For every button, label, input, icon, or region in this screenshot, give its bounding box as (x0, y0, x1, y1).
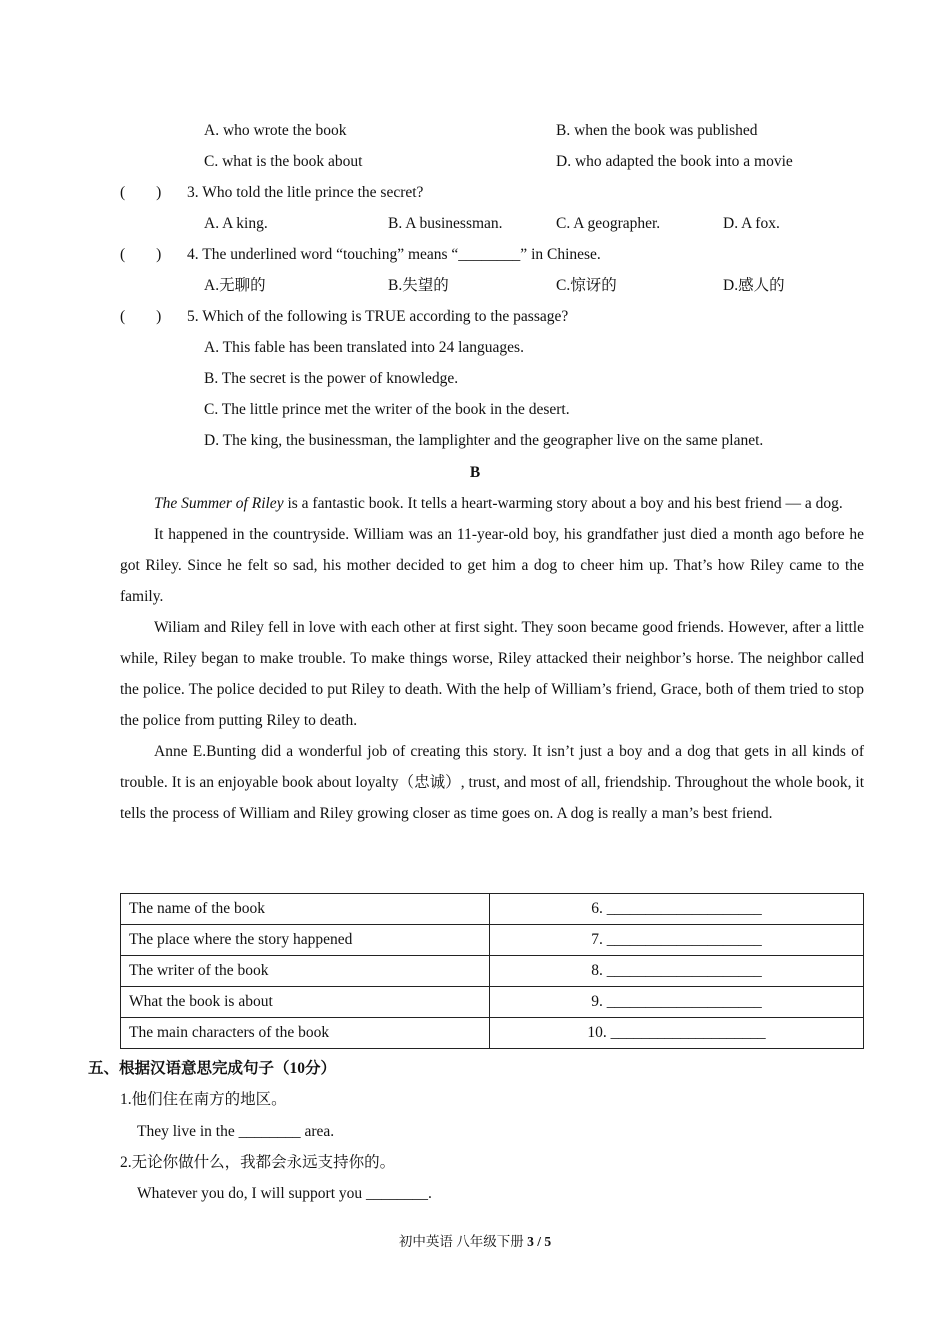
table-row (121, 956, 864, 987)
q4-option-a: A.无聊的 (204, 277, 266, 294)
q2-option-d: D. who adapted the book into a movie (556, 153, 793, 170)
table-row (121, 894, 864, 925)
passage-b-body (120, 488, 864, 829)
passage-b-paragraph-2: It happened in the countryside. William was an 11-year-old boy, his grandfather just died a month ago before he got Riley. Since he felt so sad, his mother decided to get him a dog to cheer him up. That’s how Riley came to the family. (120, 526, 864, 605)
q2-option-b: B. when the book was published (556, 122, 758, 139)
section-5-heading: 五、根据汉语意思完成句子（10分） (88, 1060, 337, 1077)
table-row (121, 1018, 864, 1049)
table-row (121, 987, 864, 1018)
q3-option-b: B. A businessman. (388, 215, 503, 232)
q4-option-d: D.感人的 (723, 277, 785, 294)
page-number: 3 / 5 (527, 1234, 552, 1249)
q3-answer-paren: ( ) (120, 184, 162, 201)
q3-option-c: C. A geographer. (556, 215, 661, 232)
passage-b-paragraph-3: Wiliam and Riley fell in love with each other at first sight. They soon became good friends. However, after a little while, Riley began to make trouble. To make things worse, Riley attacked their neighbor’s horse. The neighbor called the police. The police decided to put Riley to death. With the help of William’s friend, Grace, both of them tried to stop the police from putting Riley to death. (120, 619, 864, 729)
footer-subject: 初中英语 八年级下册 (398, 1234, 524, 1249)
paragraph-1-text: is a fantastic book. It tells a heart-warming story about a boy and his best friend — a dog. (283, 495, 843, 512)
q4-stem: 4. The underlined word “touching” means “________” in Chinese. (187, 246, 601, 263)
section-5-item-2-chinese: 2.无论你做什么，我都会永远支持你的。 (120, 1154, 396, 1171)
answer-blank-10[interactable]: 10. ____________________ (490, 1018, 864, 1049)
section-5-item-1-english: They live in the ________ area. (137, 1123, 335, 1140)
answer-blank-7[interactable]: 7. ____________________ (490, 925, 864, 956)
q5-option-a: A. This fable has been translated into 24 languages. (204, 339, 524, 356)
table-row-label: The place where the story happened (121, 925, 490, 956)
q3-option-d: D. A fox. (723, 215, 780, 232)
q4-answer-paren: ( ) (120, 246, 162, 263)
q5-option-b: B. The secret is the power of knowledge. (204, 370, 459, 387)
section-5-item-2-english: Whatever you do, I will support you ________. (137, 1185, 432, 1202)
answer-blank-9[interactable]: 9. ____________________ (490, 987, 864, 1018)
passage-b-label: B (469, 464, 481, 481)
page-footer (0, 1230, 950, 1250)
table-row-label: The writer of the book (121, 956, 490, 987)
q5-stem: 5. Which of the following is TRUE according to the passage? (187, 308, 569, 325)
table-row-label: What the book is about (121, 987, 490, 1018)
q2-option-c: C. what is the book about (204, 153, 363, 170)
answer-blank-6[interactable]: 6. ____________________ (490, 894, 864, 925)
book-info-table (120, 893, 864, 1049)
table-row-label: The main characters of the book (121, 1018, 490, 1049)
book-title: The Summer of Riley (154, 495, 284, 512)
q2-option-a: A. who wrote the book (204, 122, 347, 139)
q5-option-c: C. The little prince met the writer of the book in the desert. (204, 401, 570, 418)
passage-b-paragraph-1 (120, 488, 864, 519)
table-row (121, 925, 864, 956)
q3-stem: 3. Who told the litle prince the secret? (187, 184, 424, 201)
passage-b-paragraph-4: Anne E.Bunting did a wonderful job of creating this story. It isn’t just a boy and a dog that gets in all kinds of trouble. It is an enjoyable book about loyalty（忠诚）, trust, and most of all, friendship. Throughout the whole book, it tells the process of William and Riley growing closer as time goes on. A dog is really a man’s best friend. (120, 743, 864, 822)
table-row-label: The name of the book (121, 894, 490, 925)
answer-blank-8[interactable]: 8. ____________________ (490, 956, 864, 987)
q4-option-b: B.失望的 (388, 277, 449, 294)
q3-option-a: A. A king. (204, 215, 268, 232)
q4-option-c: C.惊讶的 (556, 277, 617, 294)
q5-answer-paren: ( ) (120, 308, 162, 325)
q5-option-d: D. The king, the businessman, the lamplighter and the geographer live on the same planet. (204, 432, 764, 449)
section-5-item-1-chinese: 1.他们住在南方的地区。 (120, 1091, 287, 1108)
